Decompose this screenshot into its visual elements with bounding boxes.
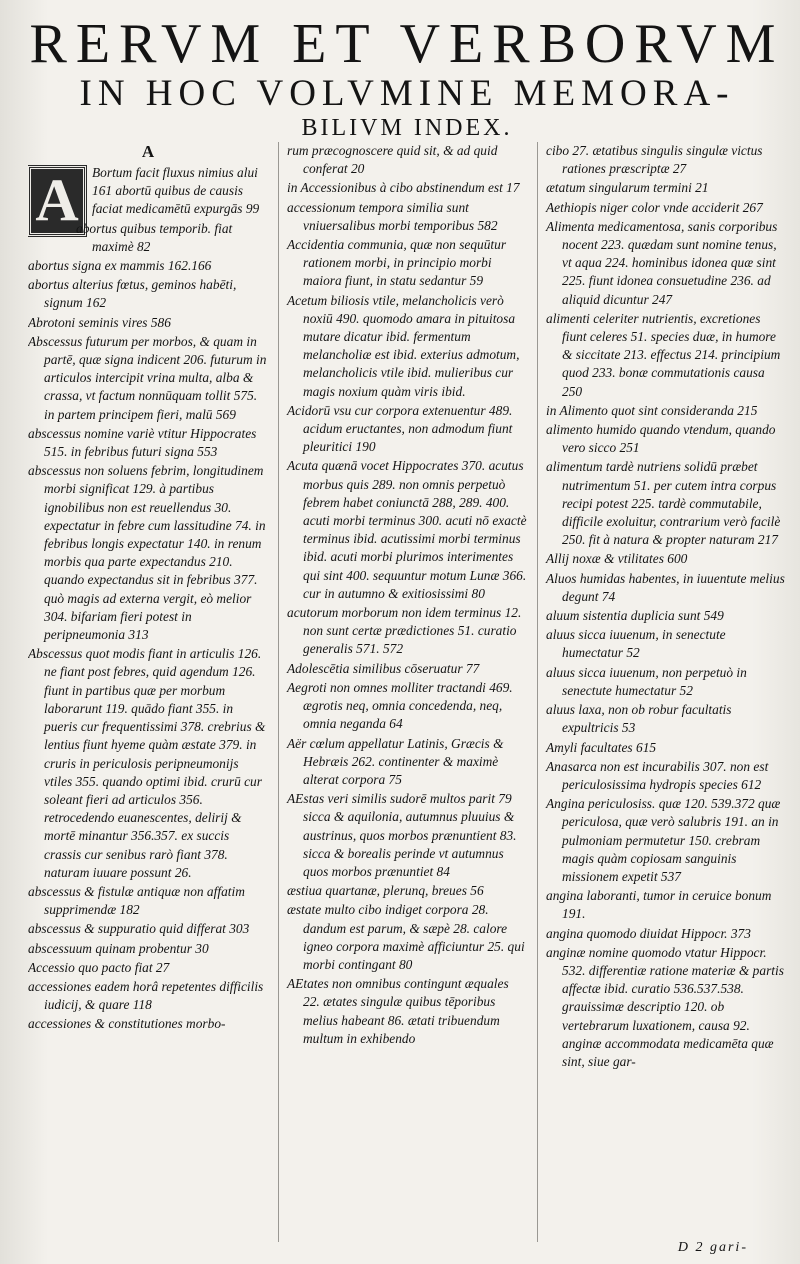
letter-heading: A xyxy=(141,142,155,161)
index-entry: acutorum morborum non idem terminus 12. non sunt certæ prædictiones 51. curatio generalis 571. 572 xyxy=(287,605,522,657)
title-line-3: BILIVM INDEX. xyxy=(301,115,513,141)
index-entry: Accessio quo pacto fiat 27 xyxy=(28,959,170,975)
index-entry: æstiua quartanæ, plerunq, breues 56 xyxy=(287,883,484,899)
index-entry: abscessus & fistulæ antiquæ non affatim supprimendæ 182 xyxy=(28,883,245,918)
index-entry: Allij noxæ & vtilitates 600 xyxy=(546,551,688,567)
index-entry: abscessus nomine variè vtitur Hippocrates 515. in febribus futuri signa 553 xyxy=(28,425,257,460)
index-entry: æstate multo cibo indiget corpora 28. dandum est parum, & sæpè 28. calore igneo corpora maximè afficiuntur 25. qui morbi contingant 80 xyxy=(287,902,525,972)
page-header xyxy=(28,14,786,142)
index-entry: anginæ nomine quomodo vtatur Hippocr. 532. differentiæ ratione materiæ & partis affectæ ibid. curatio 536.537.538. grauissimæ descriptio 120. ob vertebrarum luxationem, causa 92. anginæ accommodata medicamēta quæ sint, siue gar- xyxy=(546,944,784,1069)
decorated-initial-letter: A xyxy=(28,166,86,236)
index-entry: angina laboranti, tumor in ceruice bonum 191. xyxy=(546,888,772,922)
index-entry: Amyli facultates 615 xyxy=(546,739,657,755)
index-entry: aluus sicca iuuenum, in senectute humectatur 52 xyxy=(546,627,726,661)
index-entry: Acetum biliosis vtile, melancholicis verò noxiū 490. quomodo amara in pituitosa mutare dicatur ibid. fermentum melancholiæ est ibid. exterius admotum, melancholicis vtile ibid. mulieribus cur magis noxium quàm viris ibid. xyxy=(287,292,520,399)
index-entry: Aluos humidas habentes, in iuuentute melius degunt 74 xyxy=(546,570,785,604)
index-entry: abscessuum quinam probentur 30 xyxy=(28,940,209,956)
index-entry: ætatum singularum termini 21 xyxy=(546,180,709,196)
index-entry: Adolescētia similibus cōseruatur 77 xyxy=(287,660,480,676)
index-column-1 xyxy=(28,142,268,1242)
index-entry: angina quomodo diuidat Hippocr. 373 xyxy=(546,925,751,941)
index-entry: abortus quibus temporib. fiat maximè 82 xyxy=(76,220,233,254)
signature-mark: D 2 gari- xyxy=(677,1240,748,1255)
index-entry: Acidorū vsu cur corpora extenuentur 489. acidum eructantes, non admodum fiunt pleuritici 190 xyxy=(287,402,513,455)
index-entry: alimentum tardè nutriens solidū præbet nutrimentum 51. per cutem intra corpus recipi potest 225. tardè commutabile, difficile exoluitur, contrarium verò facilè 250. fit à natura & propter naturam 217 xyxy=(546,459,781,548)
index-columns xyxy=(28,142,786,1242)
index-entry: Abscessus quot modis fiant in articulis 126. ne fiant post febres, quid agendum 126. fiunt in partibus quæ per morbum laborarunt 119. quādo fiant 355. in pueris cur frequentissimi 378. crebrius & lentius fiunt hyeme quàm æstate 379. in cruris in periculosis peripneumonijs vtiles 355. quando optimi ibid. crurū cur soleant fieri ad articulos 356. retrocedendo euanescentes, delirij & mortē minantur 356.357. ex succis crassis cur senibus rarò fiant 378. naturam iuuare possunt 26. xyxy=(28,646,266,880)
index-entry: aluus laxa, non ob robur facultatis expultricis 53 xyxy=(546,702,732,736)
index-entry: in Accessionibus à cibo abstinendum est 17 xyxy=(287,180,520,196)
index-entry: alimento humido quando vtendum, quando vero sicco 251 xyxy=(546,422,776,456)
index-entry: aluum sistentia duplicia sunt 549 xyxy=(546,608,724,624)
index-entry: Accidentia communia, quæ non sequūtur rationem morbi, in principio morbi maiora fiunt, in statu sedantur 59 xyxy=(287,237,507,289)
index-column-3 xyxy=(537,142,786,1242)
index-entry: Angina periculosiss. quæ 120. 539.372 quæ periculosa, quæ verò salubris 191. an in pulmoniam permutetur 150. crebram magis quàm copiosam sanguinis missionem expetit 537 xyxy=(546,796,781,884)
index-entry: Alimenta medicamentosa, sanis corporibus nocent 223. quædam sunt nomine tenus, vt aqua 224. hominibus idonea quæ sint 225. fiunt idonea consuetudine 236. ad aliquid dicuntur 247 xyxy=(546,218,778,307)
title-line-1: RERVM ET VERBORVM xyxy=(29,13,785,75)
index-entry: accessiones eadem horâ repetentes difficilis iudicij, & quare 118 xyxy=(28,978,264,1013)
index-entry: in Alimento quot sint consideranda 215 xyxy=(546,402,758,418)
index-entry: Abrotoni seminis vires 586 xyxy=(28,314,171,330)
index-entry: abortus signa ex mammis 162.166 xyxy=(28,258,212,274)
index-entry: alimenti celeriter nutrientis, excretiones fiunt celeres 51. species duæ, in humore & siccitate 213. effectus 214. principium quod 233. bonæ commutationis causa 250 xyxy=(546,310,781,399)
index-column-2 xyxy=(278,142,527,1242)
index-entry: AEtates non omnibus contingunt æquales 22. ætates singulæ quibus tēporibus melius habeant 86. ætati tribuendum multum in exhibendo xyxy=(287,976,509,1046)
index-entry: Aethiopis niger color vnde acciderit 267 xyxy=(546,199,763,215)
index-entry xyxy=(28,164,268,233)
index-entry: accessiones & constitutiones morbo- xyxy=(28,1016,226,1032)
index-entry-text: Bortum facit fluxus nimius alui 161 abortū quibus de causis faciat medicamētū expurgās 99 xyxy=(92,165,260,217)
index-entry: AEstas veri similis sudorē multos parit 79 sicca & aquilonia, autumnus pluuius & austrinus, quos morbos prænuntient 83. sicca & borealis perinde vt autumnus quos morbos prænuntiet 84 xyxy=(287,791,517,879)
title-line-2: IN HOC VOLVMINE MEMORA- xyxy=(79,73,735,114)
index-entry: accessionum tempora similia sunt vniuersalibus morbi temporibus 582 xyxy=(287,199,498,233)
index-entry: cibo 27. ætatibus singulis singulæ victus rationes præscriptæ 27 xyxy=(546,143,763,177)
index-entry: aluus sicca iuuenum, non perpetuò in senectute humectatur 52 xyxy=(546,664,747,698)
index-entry: abscessus & suppuratio quid differat 303 xyxy=(28,921,250,937)
index-entry: rum præcognoscere quid sit, & ad quid conferat 20 xyxy=(287,143,498,177)
index-entry: Acuta quænā vocet Hippocrates 370. acutus morbus quis 289. non omnis perpetuò febrem habet coniunctā 288, 289. 400. acuti morbi terminus 300. acuti nō exactè terminus ibid. acutissimi morbi terminus ibid. acuti morbi plurimos interimentes qui sint 400. sequuntur motum Lunæ 366. cur in autumno & exitiosissimi 80 xyxy=(287,458,527,601)
index-entry: Abscessus futurum per morbos, & quam in partē, quæ signa indicent 206. futurum in articulos intercipit vrina multa, alba & crassa, vt factum nonnūquam tollit 575. in partem principem fieri, malū 569 xyxy=(28,333,267,422)
index-entry: Aegroti non omnes molliter tractandi 469. ægrotis neq, omnia concedenda, neq, omnia neganda 64 xyxy=(287,679,513,732)
index-entry: Anasarca non est incurabilis 307. non est periculosissima hydropis species 612 xyxy=(546,758,769,792)
index-entry: abscessus non soluens febrim, longitudinem morbi significat 129. à partibus ignobilibus non est reuellendus 30. expectatur in febre cum lassitudine 74. in febribus longis expectatur 140. in renum morbis qua parte expectandus 210. quando expectandus sit in febribus 377. quò magis ad externa vergit, eò melior 304. bifariam fieri potest in peripneumonia 313 xyxy=(28,463,266,643)
index-entry: Aër cœlum appellatur Latinis, Græcis & Hebræis 262. continenter & maximè alterat corpora 75 xyxy=(287,735,504,787)
index-entry: abortus alterius fœtus, geminos habēti, signum 162 xyxy=(28,277,237,311)
